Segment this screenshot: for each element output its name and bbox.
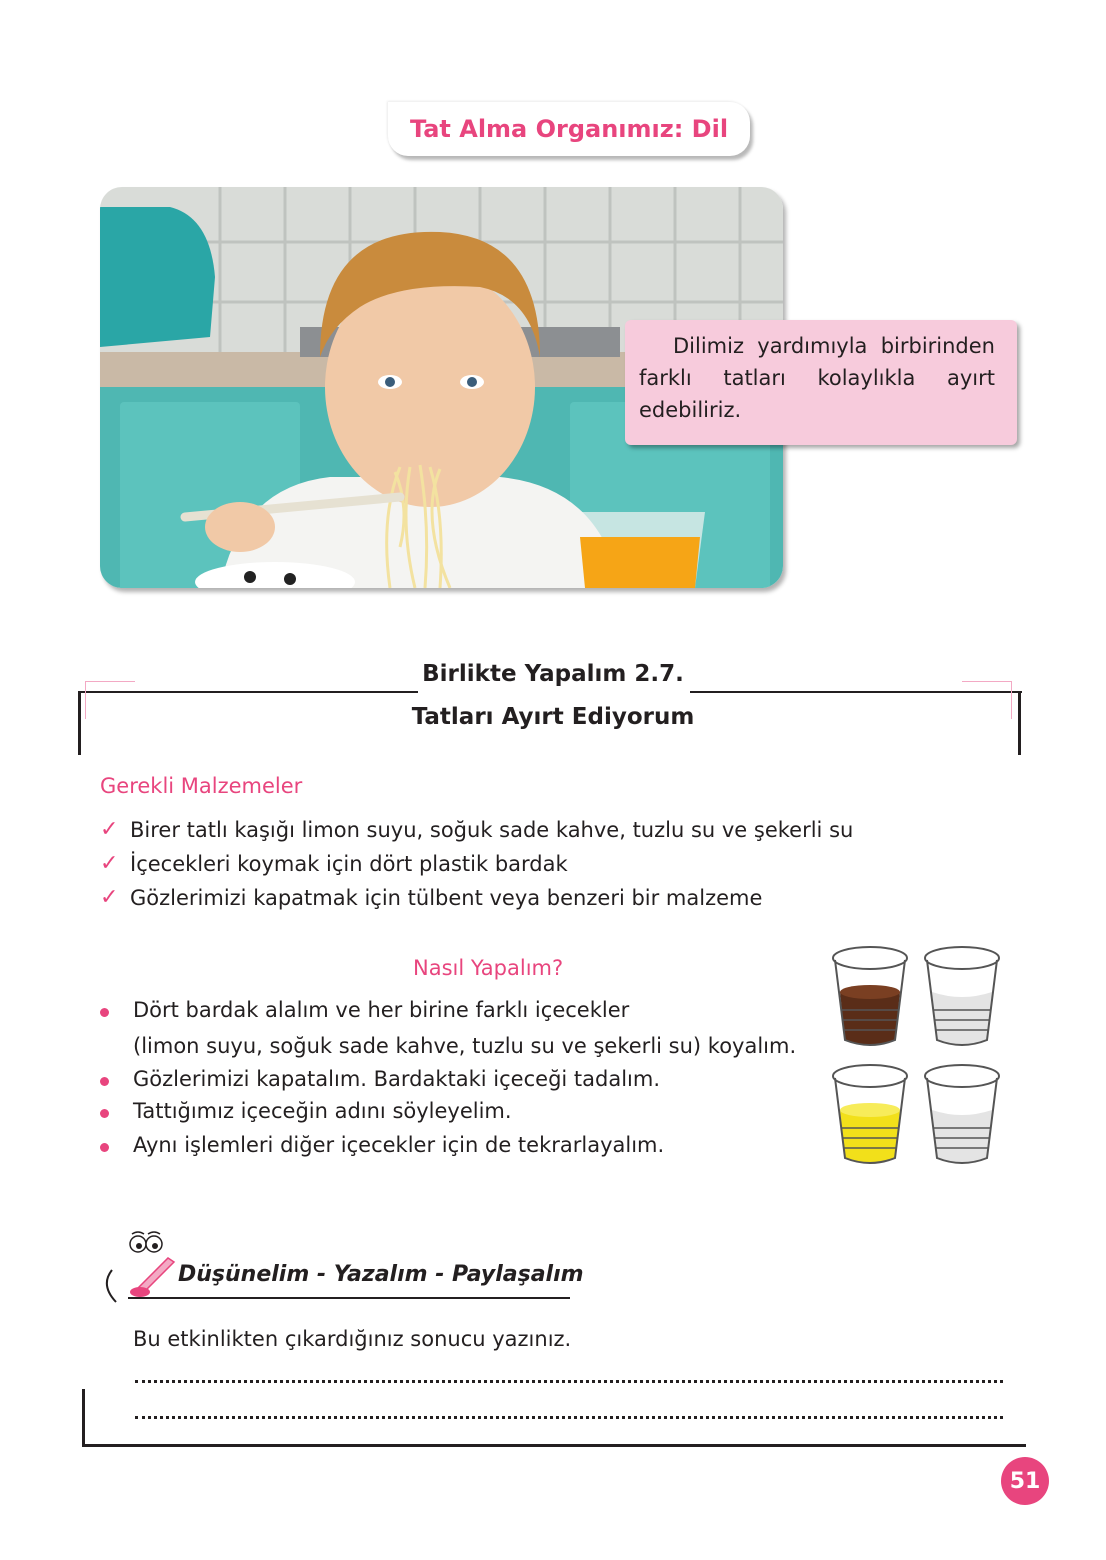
frame-top-right (690, 691, 1022, 693)
checkmark-icon: ✓ (100, 851, 119, 876)
checkmark-icon: ✓ (100, 817, 119, 842)
bullet-icon (100, 1109, 109, 1118)
bullet-icon (100, 1143, 109, 1152)
step-item (100, 1133, 664, 1157)
thinking-pencil-icon (98, 1230, 178, 1305)
step-item (100, 1067, 660, 1091)
frame-top-left (78, 691, 418, 693)
activity-subtitle: Tatları Ayırt Ediyorum (411, 704, 695, 730)
bottom-frame-left-vertical (82, 1389, 85, 1446)
answer-line-2[interactable] (135, 1416, 1003, 1419)
material-item (100, 817, 853, 842)
bullet-icon (100, 1077, 109, 1086)
step-item (100, 1099, 512, 1123)
section-title: Tat Alma Organımız: Dil (409, 115, 729, 143)
callout-box (625, 320, 1017, 445)
salt-water-cup (925, 947, 999, 1045)
callout-text: Dilimiz yardımıyla birbirinden farklı tatları kolaylıkla ayırt edebiliriz. (639, 334, 995, 422)
material-text: Gözlerimizi kapatmak için tülbent veya benzeri bir malzeme (130, 885, 763, 910)
material-item (100, 851, 568, 876)
bullet-icon (100, 1008, 109, 1017)
step-text: Dört bardak alalım ve her birine farklı içecekler (133, 998, 630, 1022)
think-underline (128, 1297, 570, 1299)
material-text: İçecekleri koymak için dört plastik bardak (130, 851, 568, 876)
checkmark-icon: ✓ (100, 885, 119, 910)
material-text: Birer tatlı kaşığı limon suyu, soğuk sade kahve, tuzlu su ve şekerli su (130, 817, 854, 842)
page-number: 51 (1001, 1457, 1049, 1505)
activity-title: Birlikte Yapalım 2.7. (422, 661, 684, 687)
step-text: Tattığımız içeceğin adını söyleyelim. (133, 1099, 512, 1123)
lemon-juice-cup (833, 1065, 907, 1163)
step-continuation: (limon suyu, soğuk sade kahve, tuzlu su ve şekerli su) koyalım. (133, 1034, 797, 1058)
step-item (100, 998, 629, 1022)
answer-line-1[interactable] (135, 1380, 1003, 1383)
step-text: Gözlerimizi kapatalım. Bardaktaki içeceği tadalım. (133, 1067, 661, 1091)
sugar-water-cup (925, 1065, 999, 1163)
materials-heading: Gerekli Malzemeler (100, 774, 303, 798)
think-title: Düşünelim - Yazalım - Paylaşalım (178, 1262, 584, 1287)
steps-heading: Nasıl Yapalım? (413, 956, 564, 980)
material-item (100, 885, 762, 910)
section-title-pill (388, 102, 750, 156)
coffee-cup (833, 947, 907, 1045)
four-cups-illustration (832, 940, 1012, 1170)
bottom-frame-bottom (82, 1444, 1026, 1447)
step-text: Aynı işlemleri diğer içecekler için de tekrarlayalım. (133, 1133, 665, 1157)
think-prompt: Bu etkinlikten çıkardığınız sonucu yazınız. (133, 1327, 572, 1351)
